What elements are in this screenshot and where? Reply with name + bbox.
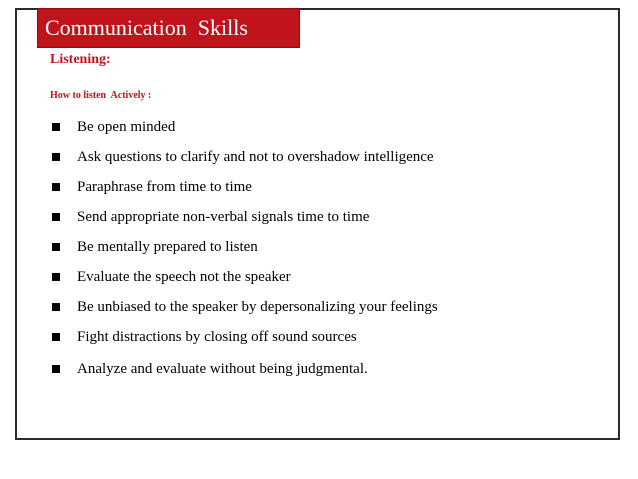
bullet-text: Fight distractions by closing off sound sources — [77, 329, 357, 345]
bullet-item — [52, 117, 438, 147]
square-bullet-icon — [52, 243, 60, 251]
bullet-text: Analyze and evaluate without being judgmental. — [77, 361, 368, 377]
bullet-text: Ask questions to clarify and not to overshadow intelligence — [77, 149, 434, 165]
bullet-text: Be unbiased to the speaker by depersonalizing your feelings — [77, 299, 438, 315]
section-subheading: How to listen Actively : — [50, 90, 152, 101]
bullet-item — [52, 359, 438, 389]
square-bullet-icon — [52, 153, 60, 161]
square-bullet-icon — [52, 333, 60, 341]
bullet-list — [52, 117, 438, 389]
bullet-item — [52, 147, 438, 177]
bullet-item — [52, 207, 438, 237]
bullet-item — [52, 327, 438, 357]
bullet-item — [52, 267, 438, 297]
bullet-text: Paraphrase from time to time — [77, 179, 252, 195]
bullet-text: Evaluate the speech not the speaker — [77, 269, 291, 285]
square-bullet-icon — [52, 365, 60, 373]
bullet-text: Be mentally prepared to listen — [77, 239, 258, 255]
square-bullet-icon — [52, 273, 60, 281]
bullet-item — [52, 237, 438, 267]
bullet-text: Send appropriate non-verbal signals time to time — [77, 209, 370, 225]
square-bullet-icon — [52, 303, 60, 311]
square-bullet-icon — [52, 213, 60, 221]
square-bullet-icon — [52, 123, 60, 131]
bullet-item — [52, 177, 438, 207]
slide-title: Communication Skills — [37, 8, 300, 48]
bullet-text: Be open minded — [77, 119, 176, 135]
square-bullet-icon — [52, 183, 60, 191]
section-heading: Listening: — [50, 52, 111, 67]
bullet-item — [52, 297, 438, 327]
